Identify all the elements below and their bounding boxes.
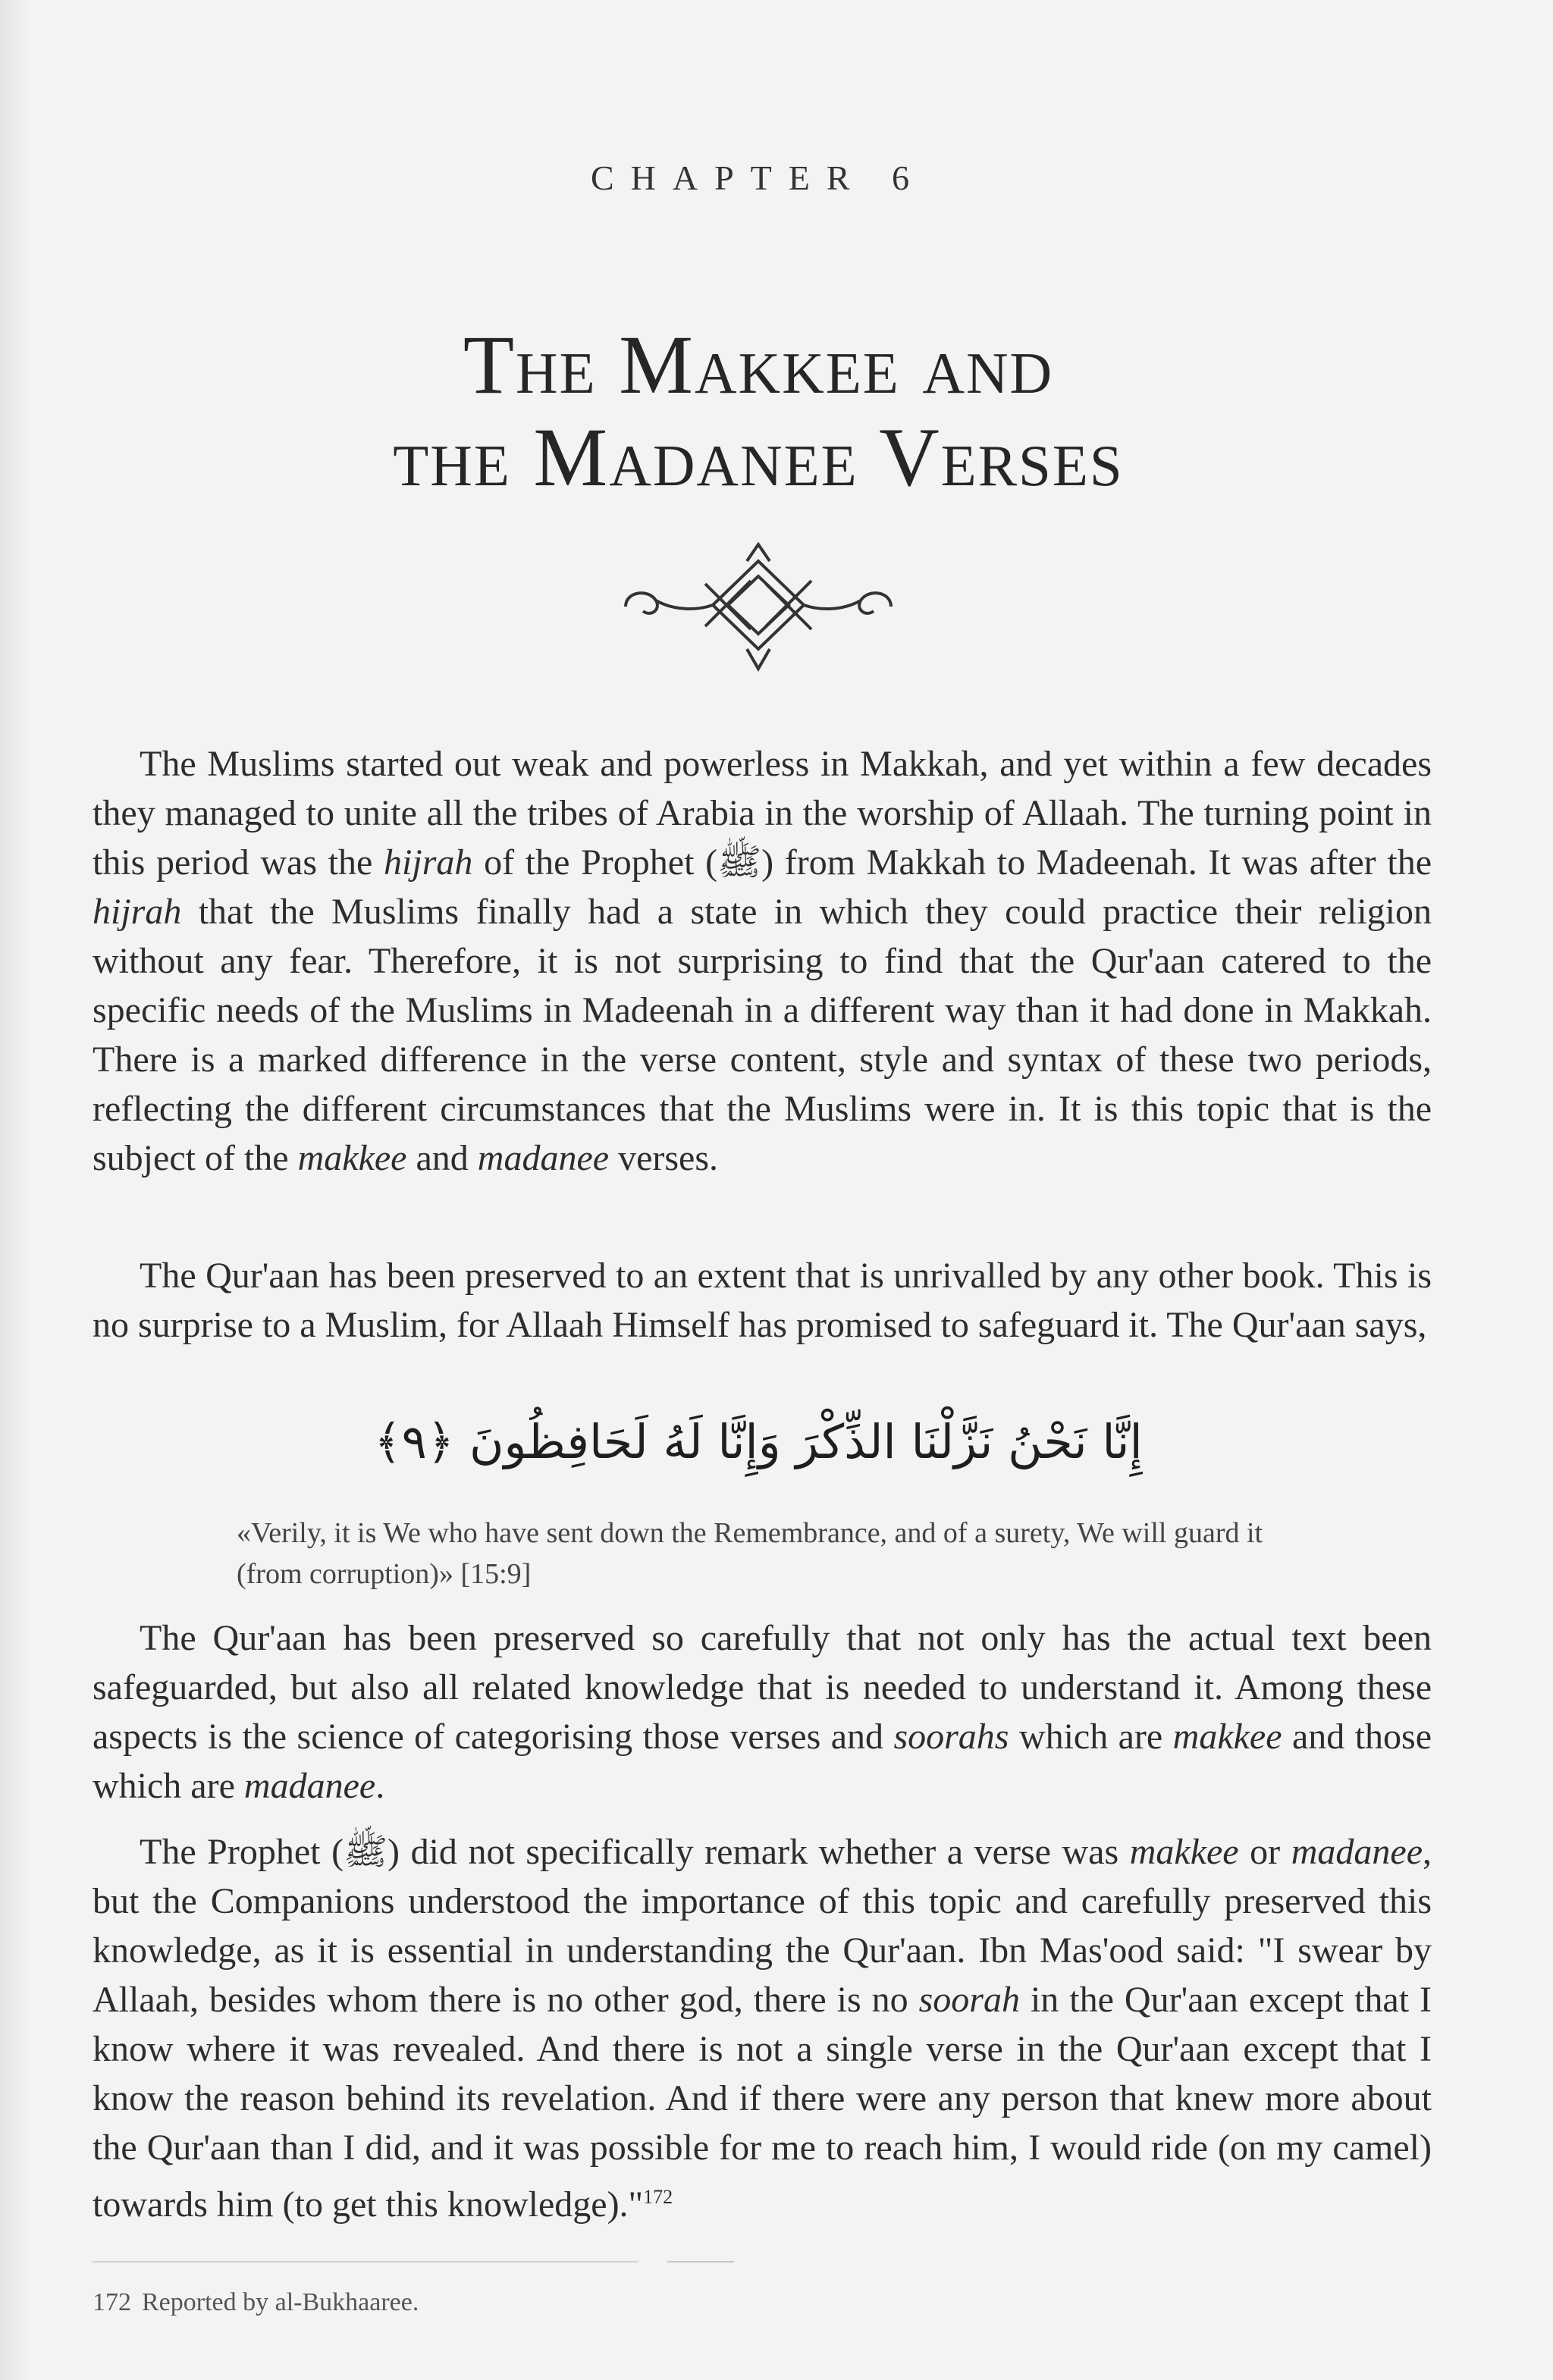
term-soorahs: soorahs xyxy=(893,1717,1009,1757)
footnote-number: 172 xyxy=(93,2288,131,2316)
paragraph-1-text: The Muslims started out weak and powerless in Makkah, and yet within a few decades they managed to unite all the tribes of Arabia in the worship of Allaah. The turning point in this period was the xyxy=(93,744,1432,883)
arabic-verse: إِنَّا نَحْنُ نَزَّلْنَا الذِّكْرَ وَإِنَّا لَهُ لَحَافِظُونَ ﴿٩﴾ xyxy=(374,1414,1143,1469)
paragraph-4-text: , but the Companions understood the importance of this topic and carefully preserved this knowledge, as it is essential in understanding the Qur'aan. Ibn Mas'ood said: "I swear by Allaah, besides whom there is no other god, there is no xyxy=(93,1832,1432,2020)
paragraph-1-text: and xyxy=(406,1138,478,1178)
term-makkee: makkee xyxy=(297,1138,407,1178)
term-madanee: madanee xyxy=(477,1138,610,1178)
verse-translation: «Verily, it is We who have sent down the Remembrance, and of a surety, We will guard it (from corruption)» [15:9] xyxy=(237,1517,1263,1590)
term-makkee: makkee xyxy=(1129,1832,1239,1872)
paragraph-4-text: in the Qur'aan except that I know where it was revealed. And there is not a single verse in the Qur'aan except that I know the reason behind its revelation. And if there were any person that knew more about the Qur'aan than I did, and it was possible for me to reach him, I would ride (on my camel) towards him (to get this knowledge)." xyxy=(93,1980,1432,2225)
chapter-label: CHAPTER 6 xyxy=(590,158,927,197)
paragraph-4-text: or xyxy=(1238,1832,1291,1872)
footnote-divider xyxy=(93,2261,638,2262)
paragraph-2 xyxy=(93,1251,1432,1350)
paragraph-4-text: The Prophet (ﷺ) did not specifically remark whether a verse was xyxy=(140,1832,1130,1872)
term-madanee: madanee xyxy=(1291,1832,1423,1872)
term-makkee: makkee xyxy=(1172,1717,1282,1757)
paragraph-1-text: verses. xyxy=(609,1138,719,1178)
footnote-reference[interactable]: 172 xyxy=(643,2186,673,2208)
footnote-divider-short xyxy=(667,2261,734,2262)
footnote-text: Reported by al-Bukhaaree. xyxy=(142,2288,419,2316)
term-hijrah: hijrah xyxy=(384,842,473,883)
paragraph-3-text: The Qur'aan has been preserved so carefully that not only has the actual text been safeguarded, but also all related knowledge that is needed to understand it. Among these aspects is the science of categorising those verses and xyxy=(93,1618,1432,1757)
paragraph-3-text: and those which are xyxy=(93,1717,1432,1806)
paragraph-1 xyxy=(93,739,1432,1183)
paragraph-1-text: of the Prophet (ﷺ) from Makkah to Madeenah. It was after the xyxy=(472,842,1432,883)
term-soorah: soorah xyxy=(918,1980,1020,2020)
paragraph-3-text: . xyxy=(375,1766,385,1806)
paragraph-3-text: which are xyxy=(1009,1717,1173,1757)
paragraph-2-text: The Qur'aan has been preserved to an extent that is unrivalled by any other book. This is no surprise to a Muslim, for Allaah Himself has promised to safeguard it. The Qur'aan says, xyxy=(93,1256,1432,1345)
term-madanee: madanee xyxy=(243,1766,376,1806)
paragraph-4 xyxy=(93,1827,1432,2229)
footnote xyxy=(93,2288,419,2317)
paragraph-3 xyxy=(93,1613,1432,1811)
term-hijrah: hijrah xyxy=(93,892,182,932)
chapter-title-line1: The Makkee and xyxy=(463,318,1054,411)
chapter-title xyxy=(0,318,1517,503)
decorative-ornament xyxy=(614,538,902,675)
chapter-title-line2: the Madanee Verses xyxy=(393,411,1124,503)
paragraph-1-text: that the Muslims finally had a state in which they could practice their religion without any fear. Therefore, it is not surprising to find that the Qur'aan catered to the specific needs of the Muslims in Madeenah in a different way than it had done in Makkah. There is a marked difference in the verse content, style and syntax of these two periods, reflecting the different circumstances that the Muslims were in. It is this topic that is the subject of the xyxy=(93,892,1432,1178)
